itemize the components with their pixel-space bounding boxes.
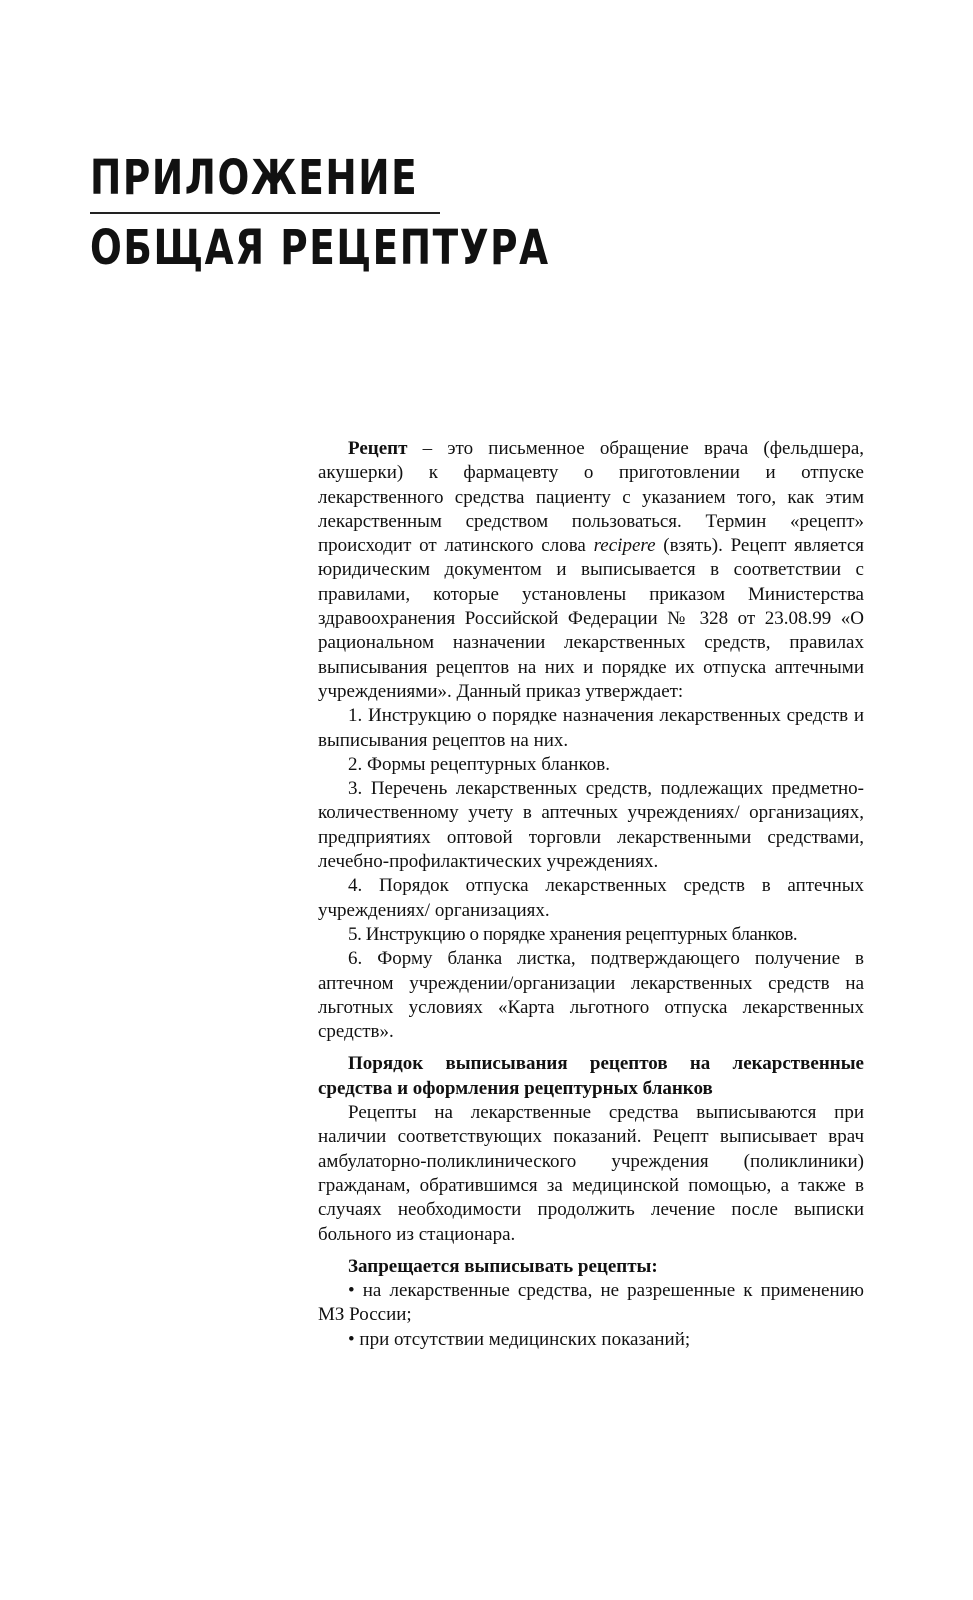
bullet-item: • на лекарственные средства, не разрешенные к применению МЗ России; [318,1280,864,1326]
intro-paragraph [318,437,864,704]
prohibited-heading: Запрещается выписывать рецепты: [348,1255,658,1277]
list-item: 4. Порядок отпуска лекарственных средств в аптечных учреждениях/ организациях. [318,875,864,921]
term-recept: Рецепт [348,438,408,459]
intro-text-a: – это письменное обращение врача (фельдшера, акушерки) к фармацевту о приготовлении и отпуске лекарственного средства пациенту с указанием того, как этим лекарственным средством пользоваться. Термин «рецепт» происходит от латинского слова [318,438,864,557]
section-heading: Порядок выписывания рецептов на лекарственные средства и оформления рецептурных бланков [318,1053,864,1099]
latin-term: recipere [593,535,656,557]
chapter-subtitle: ОБЩАЯ РЕЦЕПТУРА [90,220,550,276]
section-paragraph: Рецепты на лекарственные средства выписываются при наличии соответствующих показаний. Рецепт выписывает врач амбулаторно-поликлинического учреждения (поликлиники) гражданам, обратившимся за медицинской помощью, а также в случаях необходимости продолжить лечение после выписки больного из стационара. [318,1102,864,1245]
list-item: 1. Инструкцию о порядке назначения лекарственных средств и выписывания рецептов на них. [318,705,864,751]
intro-text-b: (взять). Рецепт является юридическим документом и выписывается в соответствии с правилами, которые установлены приказом Министерства здравоохранения Российской Федерации № 328 от 23.08.99 «О рациональном назначении лекарственных средств, правилах выписывания рецептов на них и порядке их отпуска аптечными учреждениями». Данный приказ утверждает: [318,535,864,702]
list-item: 3. Перечень лекарственных средств, подлежащих предметно-количественному учету в аптечных учреждениях/ организациях, предприятиях оптовой торговли лекарственными средствами, лечебно-профилактических учреждениях. [318,778,864,873]
heading-divider [90,212,440,214]
chapter-heading [90,150,550,276]
body-text-column [318,437,864,1352]
chapter-title: ПРИЛОЖЕНИЕ [90,150,419,206]
list-item: 5. Инструкцию о порядке хранения рецептурных бланков. [348,923,798,945]
bullet-item: • при отсутствии медицинских показаний; [348,1328,691,1350]
list-item: 6. Форму бланка листка, подтверждающего получение в аптечном учреждении/организации лекарственных средств на льготных условиях «Карта льготного отпуска лекарственных средств». [318,948,864,1043]
list-item: 2. Формы рецептурных бланков. [348,753,610,775]
